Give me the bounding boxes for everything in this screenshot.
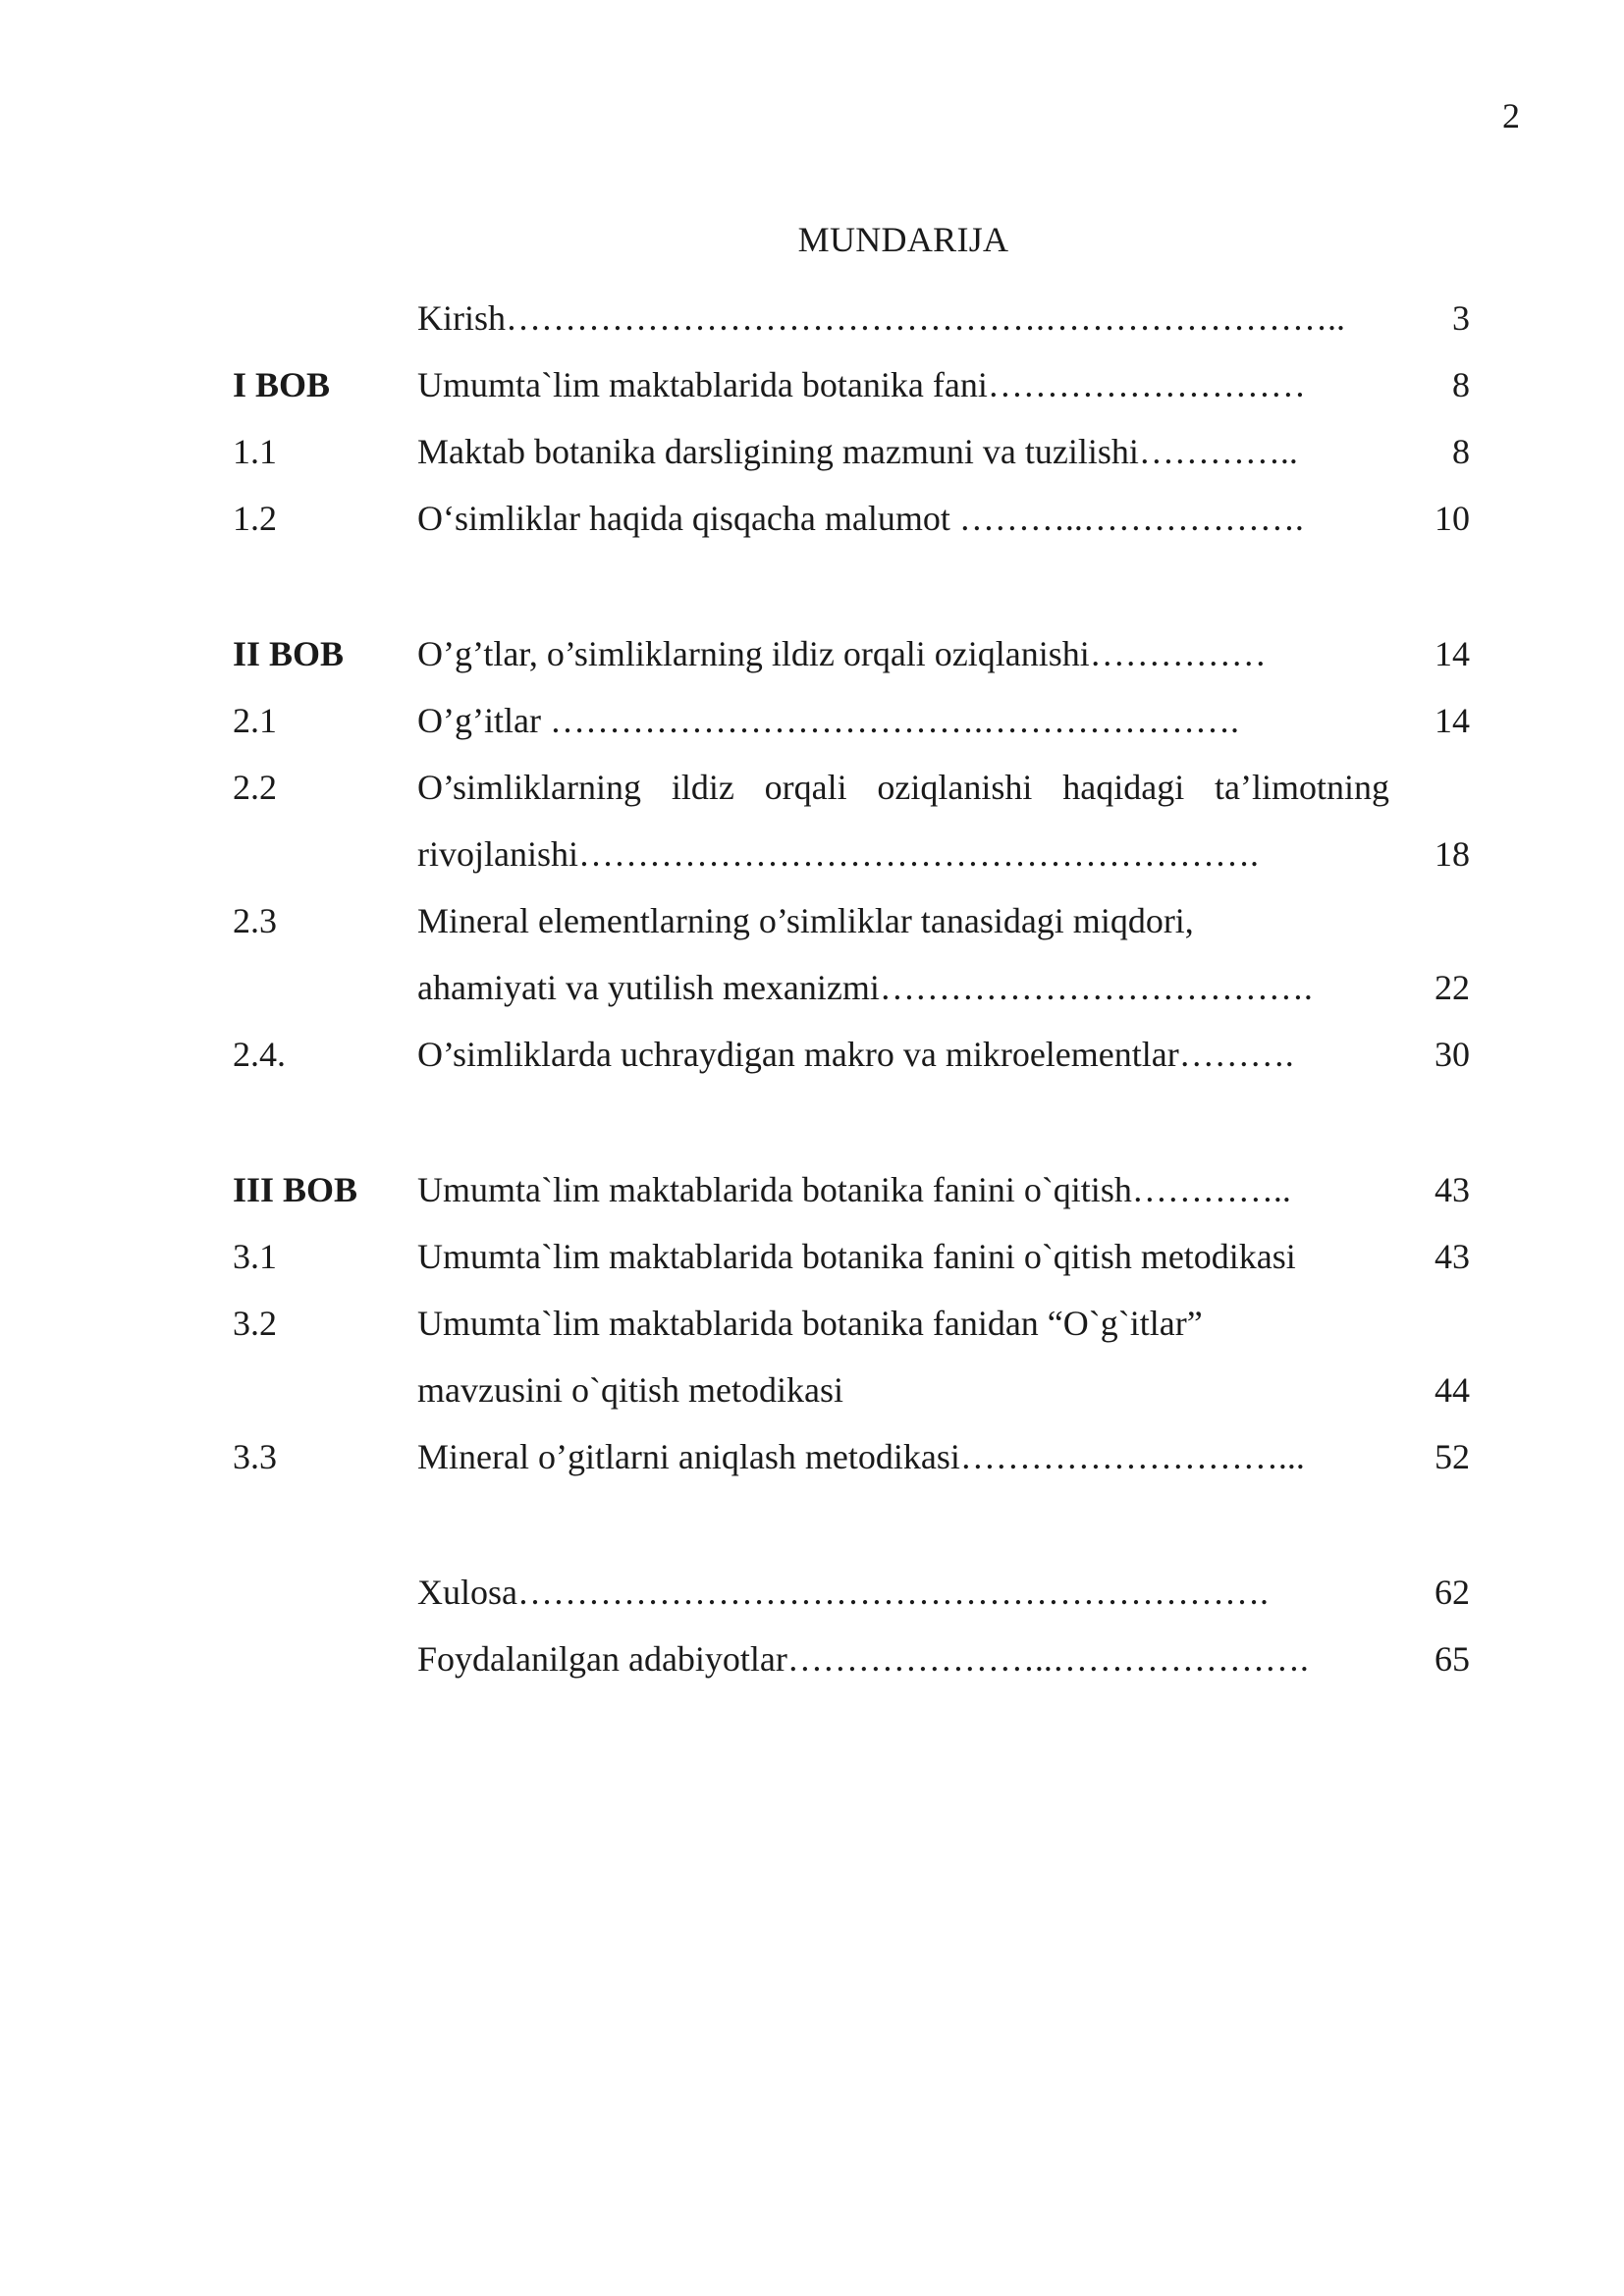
toc-entry[interactable] xyxy=(233,1156,1470,1223)
page-ref: 14 xyxy=(1435,634,1470,673)
toc-title: MUNDARIJA xyxy=(797,220,1009,259)
section-title: O’simliklarning ildiz orqali oziqlanishi haqidagi ta’limotning xyxy=(417,768,1389,807)
section-number: 3.3 xyxy=(233,1437,277,1476)
page-ref: 14 xyxy=(1435,701,1470,740)
section-number: 2.1 xyxy=(233,701,277,740)
section-title: O’g’itlar ……………………………….…………………. xyxy=(417,701,1239,740)
toc-entry[interactable] xyxy=(233,754,1470,821)
section-number: 2.3 xyxy=(233,901,277,940)
chapter-spacer xyxy=(233,552,1470,620)
page-ref: 52 xyxy=(1435,1437,1470,1476)
page-ref: 8 xyxy=(1452,365,1470,404)
section-title: O’g’tlar, o’simliklarning ildiz orqali oziqlanishi…………… xyxy=(417,634,1267,673)
page-number: 2 xyxy=(1502,96,1520,135)
section-number: 2.4. xyxy=(233,1035,286,1074)
toc-entry[interactable] xyxy=(233,620,1470,687)
section-title: rivojlanishi…………………………………………………. xyxy=(417,834,1259,874)
toc-entry[interactable] xyxy=(233,1223,1470,1290)
toc-entry-continuation[interactable] xyxy=(233,1357,1470,1423)
section-title: Kirish……………………………………….…………………….. xyxy=(417,298,1345,338)
page-ref: 22 xyxy=(1435,968,1470,1007)
section-title: O’simliklarda uchraydigan makro va mikroelementlar………. xyxy=(417,1035,1294,1074)
section-number: 1.2 xyxy=(233,499,277,538)
section-title: ahamiyati va yutilish mexanizmi………………………………. xyxy=(417,968,1313,1007)
section-title: O‘simliklar haqida qisqacha malumot ………..………………. xyxy=(417,499,1304,538)
chapter-spacer xyxy=(233,1490,1470,1559)
page-ref: 10 xyxy=(1435,499,1470,538)
page-ref: 30 xyxy=(1435,1035,1470,1074)
toc-entry[interactable] xyxy=(233,351,1470,418)
page-ref: 65 xyxy=(1435,1639,1470,1679)
toc-entry[interactable] xyxy=(233,485,1470,552)
chapter-number: I BOB xyxy=(233,365,331,404)
page-ref: 8 xyxy=(1452,432,1470,471)
section-title: Umumta`lim maktablarida botanika fanidan “O`g`itlar” xyxy=(417,1304,1203,1343)
section-number: 2.2 xyxy=(233,768,277,807)
toc-entry-continuation[interactable] xyxy=(233,821,1470,887)
toc-entry[interactable] xyxy=(233,1290,1470,1357)
section-title: mavzusini o`qitish metodikasi xyxy=(417,1370,843,1410)
table-of-contents xyxy=(233,285,1470,1692)
section-title: Mineral elementlarning o’simliklar tanasidagi miqdori, xyxy=(417,901,1194,940)
section-title: Umumta`lim maktablarida botanika fanini o`qitish………….. xyxy=(417,1170,1291,1209)
chapter-number: III BOB xyxy=(233,1170,358,1209)
chapter-number: II BOB xyxy=(233,634,345,673)
section-number: 3.1 xyxy=(233,1237,277,1276)
section-number: 1.1 xyxy=(233,432,277,471)
page-ref: 43 xyxy=(1435,1237,1470,1276)
page-ref: 62 xyxy=(1435,1573,1470,1612)
section-title: Xulosa………………………………………………………. xyxy=(417,1573,1269,1612)
toc-entry[interactable] xyxy=(233,285,1470,351)
toc-entry[interactable] xyxy=(233,1423,1470,1490)
section-title: Foydalanilgan adabiyotlar…………………..…………………. xyxy=(417,1639,1309,1679)
toc-entry-continuation[interactable] xyxy=(233,954,1470,1021)
page-ref: 3 xyxy=(1452,298,1470,338)
toc-entry[interactable] xyxy=(233,887,1470,954)
toc-entry[interactable] xyxy=(233,1021,1470,1088)
section-title: Mineral o’gitlarni aniqlash metodikasi………………………... xyxy=(417,1437,1305,1476)
chapter-spacer xyxy=(233,1088,1470,1156)
section-title: Umumta`lim maktablarida botanika fani……………………… xyxy=(417,365,1306,404)
section-number: 3.2 xyxy=(233,1304,277,1343)
toc-entry[interactable] xyxy=(233,1559,1470,1626)
toc-entry[interactable] xyxy=(233,687,1470,754)
page-ref: 44 xyxy=(1435,1370,1470,1410)
toc-entry[interactable] xyxy=(233,418,1470,485)
page-ref: 43 xyxy=(1435,1170,1470,1209)
page-ref: 18 xyxy=(1435,834,1470,874)
section-title: Umumta`lim maktablarida botanika fanini o`qitish metodikasi xyxy=(417,1237,1296,1276)
section-title: Maktab botanika darsligining mazmuni va tuzilishi………….. xyxy=(417,432,1298,471)
toc-entry[interactable] xyxy=(233,1626,1470,1692)
